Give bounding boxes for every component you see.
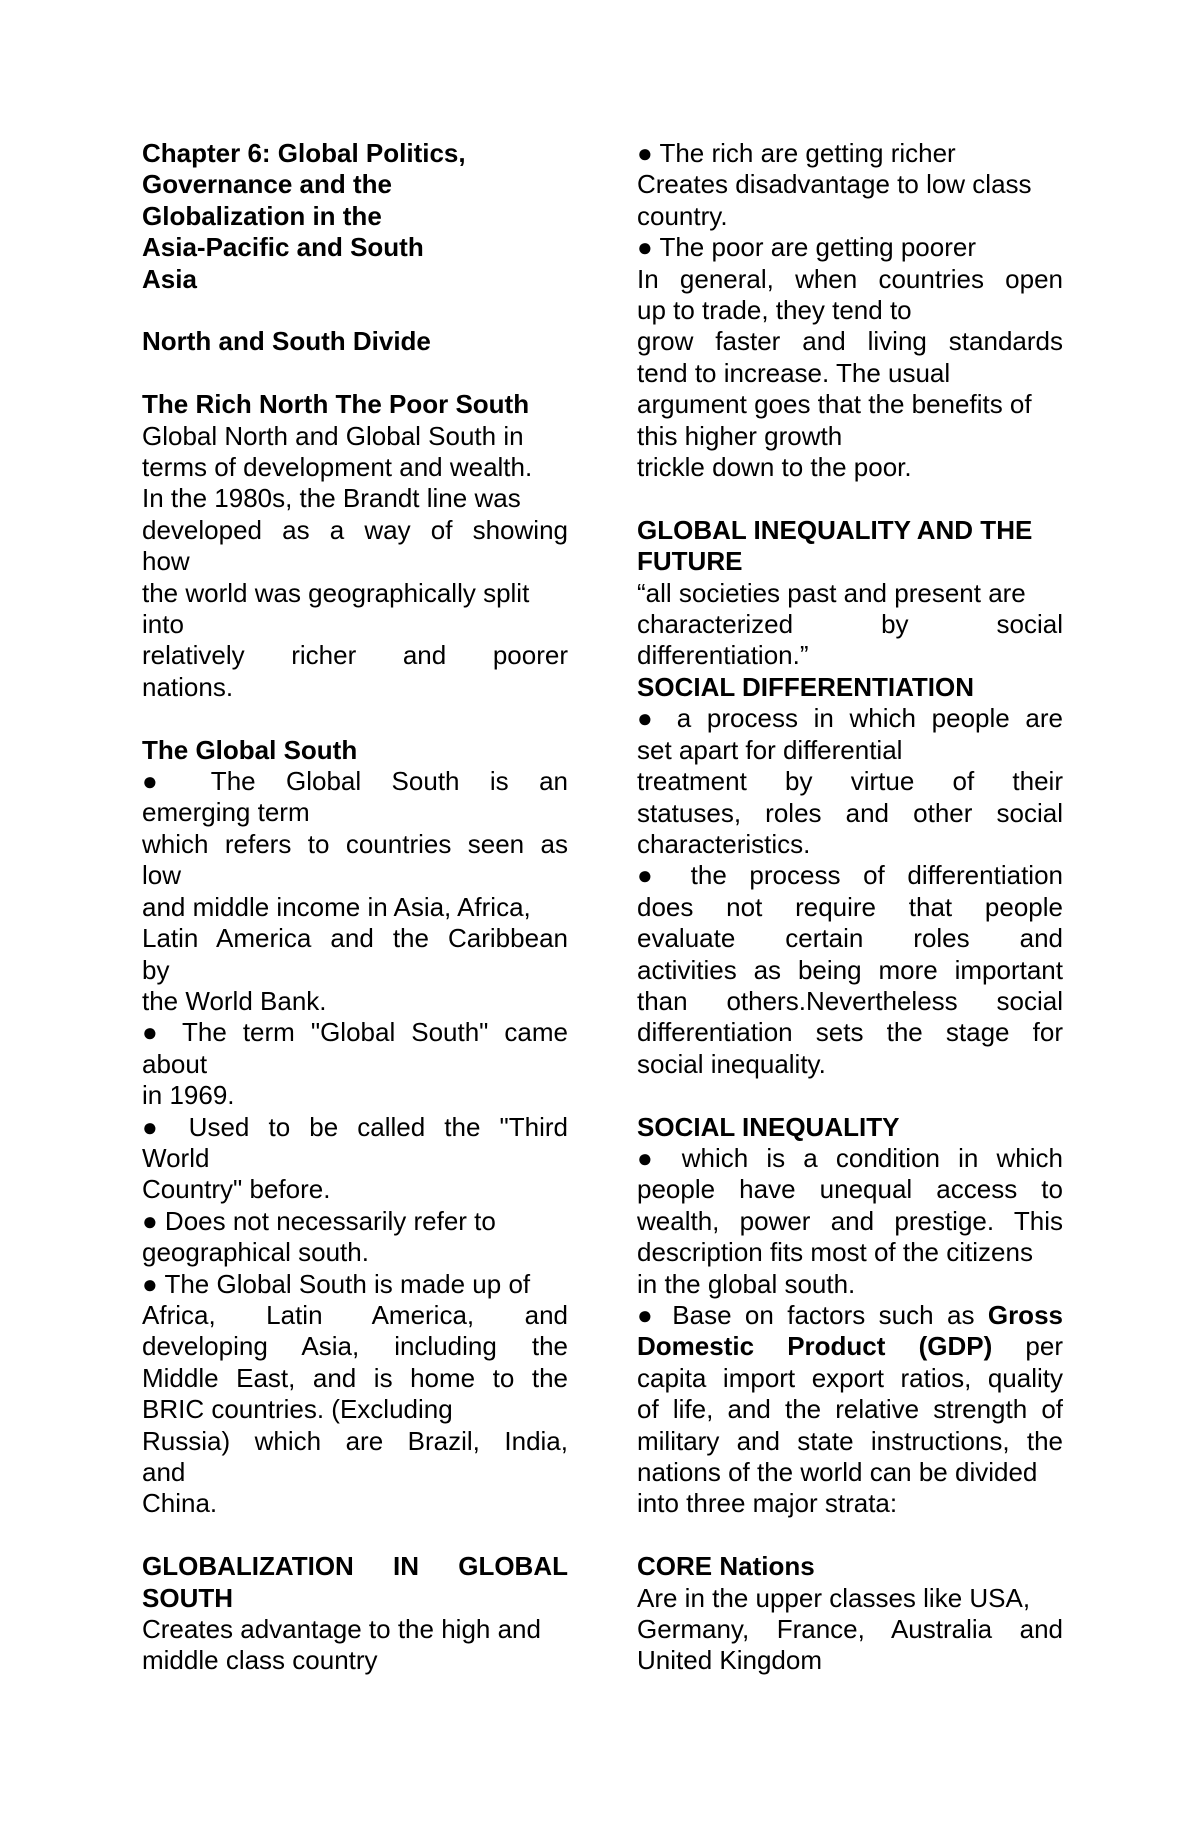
bullet-item: ● The poor are getting poorer (637, 232, 976, 263)
body-text-line: grow faster and living standards (637, 326, 1063, 357)
bullet-item: ● a process in which people are (637, 703, 1063, 734)
body-text-line: how (142, 546, 190, 577)
body-text-line: United Kingdom (637, 1645, 822, 1676)
bullet-item: ● the process of differentiation (637, 860, 1063, 891)
bullet-item (637, 1300, 1063, 1331)
body-text-line: which refers to countries seen as (142, 828, 568, 859)
section-heading-social-inequality: SOCIAL INEQUALITY (637, 1111, 900, 1142)
left-column (142, 138, 568, 1677)
quote-line: “all societies past and present are (637, 577, 1026, 608)
bullet-item: ● Does not necessarily refer to (142, 1205, 496, 1236)
section-heading-global-inequality: FUTURE (637, 546, 743, 577)
body-text-line: Latin America and the Caribbean (142, 923, 568, 954)
body-text-line: does not require that people (637, 891, 1063, 922)
chapter-title-line: Asia (142, 263, 197, 294)
body-text-line: tend to increase. The usual (637, 357, 951, 388)
body-text-line: nations. (142, 671, 234, 702)
body-text-line (637, 1331, 1063, 1362)
body-text-line: developing Asia, including the (142, 1331, 568, 1362)
body-text-line: wealth, power and prestige. This (637, 1205, 1063, 1236)
body-text-line: BRIC countries. (Excluding (142, 1394, 453, 1425)
body-text-line: activities as being more important (637, 954, 1063, 985)
body-text-line: middle class country (142, 1645, 378, 1676)
bullet-item: ● Used to be called the "Third (142, 1111, 568, 1142)
body-text-line: terms of development and wealth. (142, 452, 533, 483)
body-text-line: than others.Nevertheless social (637, 985, 1063, 1016)
body-text-line: Creates advantage to the high and (142, 1614, 541, 1645)
body-text-line: trickle down to the poor. (637, 452, 912, 483)
body-text-line: and (142, 1457, 186, 1488)
body-text-line: World (142, 1142, 210, 1173)
body-text-line: of life, and the relative strength of (637, 1394, 1063, 1425)
body-text-line: Middle East, and is home to the (142, 1362, 568, 1393)
body-text-line: into (142, 609, 184, 640)
section-heading-north-south-divide: North and South Divide (142, 326, 431, 357)
body-text-line: characteristics. (637, 828, 811, 859)
chapter-title-line: Asia-Pacific and South (142, 232, 424, 263)
bullet-item: ● The term "Global South" came (142, 1017, 568, 1048)
body-text-line: argument goes that the benefits of (637, 389, 1032, 420)
body-text-line: description fits most of the citizens (637, 1237, 1033, 1268)
body-text-line: the world was geographically split (142, 577, 530, 608)
body-text-line: nations of the world can be divided (637, 1457, 1038, 1488)
body-text-line: low (142, 860, 182, 891)
body-text-line: developed as a way of showing (142, 514, 568, 545)
body-text-line: by (142, 954, 170, 985)
bullet-item: ● which is a condition in which (637, 1142, 1063, 1173)
bullet-item: ● The rich are getting richer (637, 138, 956, 168)
section-heading-core-nations: CORE Nations (637, 1551, 815, 1582)
body-text-line: up to trade, they tend to (637, 295, 912, 326)
body-text-line: Are in the upper classes like USA, (637, 1582, 1031, 1613)
body-text-line: military and state instructions, the (637, 1425, 1063, 1456)
body-text-line: country. (637, 200, 728, 231)
bold-term-gross: Gross (987, 1300, 1063, 1330)
body-text-line: and middle income in Asia, Africa, (142, 891, 531, 922)
quote-line: characterized by social (637, 609, 1063, 640)
body-text-line: Russia) which are Brazil, India, (142, 1425, 568, 1456)
body-text: per (992, 1331, 1063, 1362)
body-text-line: Creates disadvantage to low class (637, 169, 1032, 200)
chapter-title-line: Globalization in the (142, 200, 382, 231)
section-heading-rich-north-poor-south: The Rich North The Poor South (142, 389, 530, 420)
section-heading-global-inequality: GLOBAL INEQUALITY AND THE (637, 514, 1033, 545)
body-text-line: Germany, France, Australia and (637, 1614, 1063, 1645)
body-text-line: geographical south. (142, 1237, 369, 1268)
body-text-line: social inequality. (637, 1048, 826, 1079)
section-heading-social-differentiation: SOCIAL DIFFERENTIATION (637, 671, 975, 702)
body-text-line: into three major strata: (637, 1488, 898, 1519)
body-text-line: in the global south. (637, 1268, 856, 1299)
body-text-line: about (142, 1048, 208, 1079)
body-text-line: differentiation sets the stage for (637, 1017, 1063, 1048)
body-text-line: set apart for differential (637, 734, 903, 765)
bold-term-gdp: Domestic Product (GDP) (637, 1331, 993, 1362)
body-text-line: statuses, roles and other social (637, 797, 1063, 828)
body-text-line: In the 1980s, the Brandt line was (142, 483, 521, 514)
body-text-line: emerging term (142, 797, 310, 828)
bullet-item: ● The Global South is an (142, 766, 568, 797)
body-text-line: this higher growth (637, 420, 843, 451)
body-text-line: people have unequal access to (637, 1174, 1063, 1205)
body-text-line: treatment by virtue of their (637, 766, 1063, 797)
bullet-text: ● Base on factors such as (637, 1300, 988, 1330)
body-text-line: Global North and Global South in (142, 420, 524, 451)
body-text-line: In general, when countries open (637, 263, 1063, 294)
body-text-line: evaluate certain roles and (637, 923, 1063, 954)
body-text-line: Country" before. (142, 1174, 331, 1205)
bullet-item: ● The Global South is made up of (142, 1268, 531, 1299)
chapter-title-line: Governance and the (142, 169, 392, 200)
right-column (637, 138, 1063, 1677)
quote-line: differentiation.” (637, 640, 809, 671)
body-text-line: Africa, Latin America, and (142, 1299, 568, 1330)
body-text-line: China. (142, 1488, 218, 1519)
chapter-title-line: Chapter 6: Global Politics, (142, 138, 466, 168)
body-text-line: the World Bank. (142, 985, 327, 1016)
body-text-line: capita import export ratios, quality (637, 1362, 1063, 1393)
body-text-line: relatively richer and poorer (142, 640, 568, 671)
section-heading-globalization-global-south: SOUTH (142, 1582, 233, 1613)
section-heading-globalization-global-south: GLOBALIZATION IN GLOBAL (142, 1551, 568, 1582)
section-heading-global-south: The Global South (142, 734, 358, 765)
body-text-line: in 1969. (142, 1080, 235, 1111)
